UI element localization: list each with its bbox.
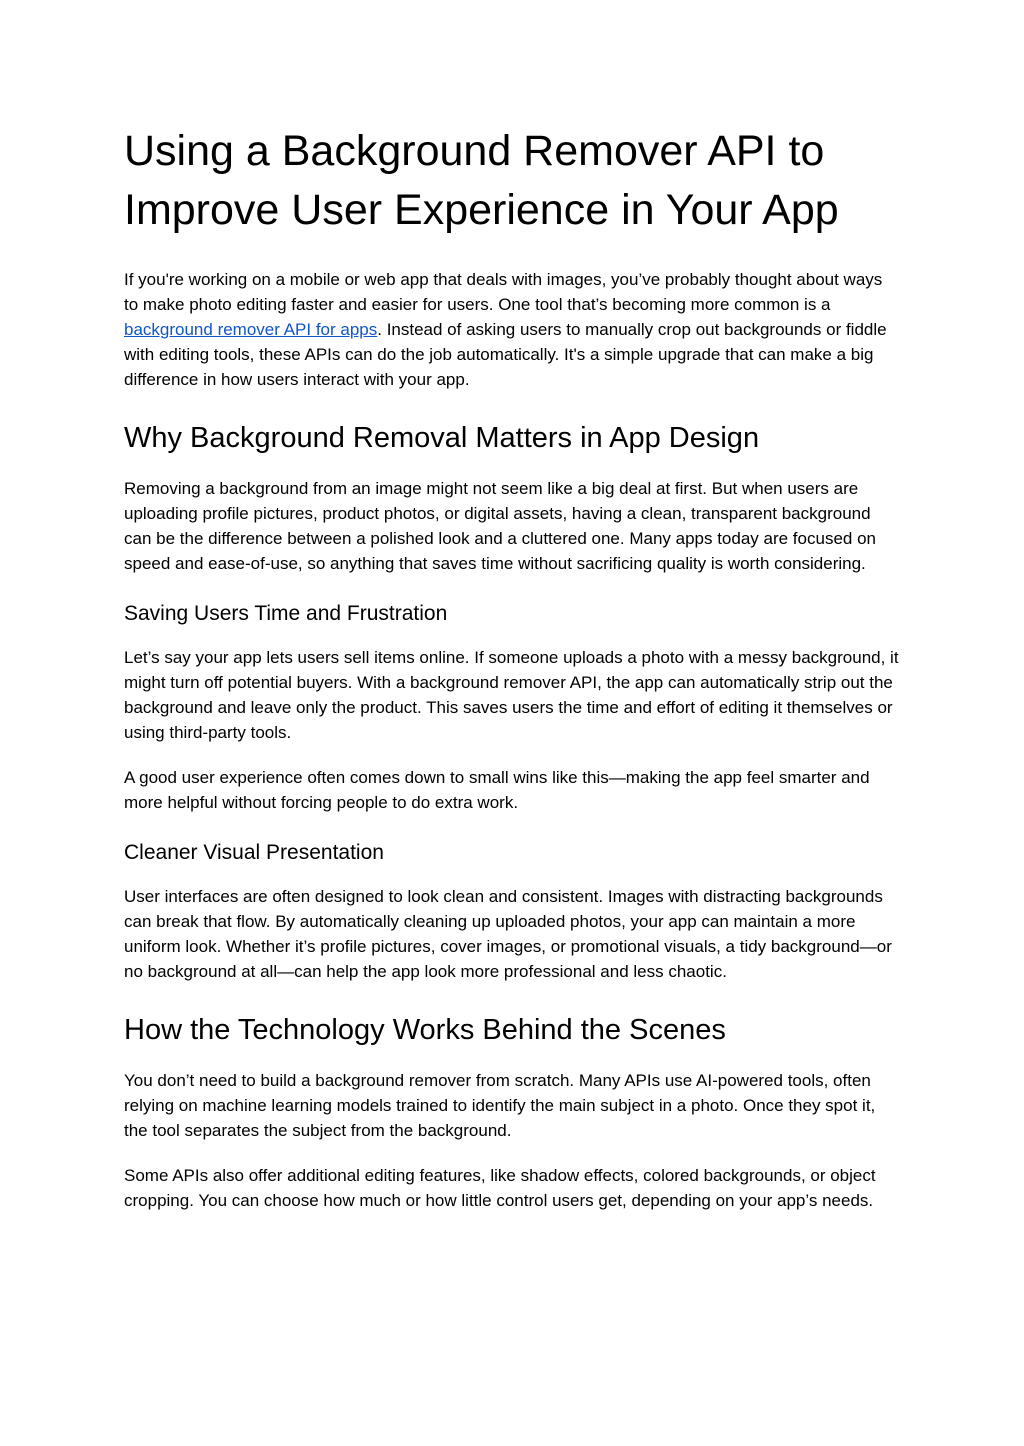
section-paragraph: Let’s say your app lets users sell items online. If someone uploads a photo with a messy background, it might turn off potential buyers. With a background remover API, the app can automatically strip out the background and leave only the product. This saves users the time and effort of editing it themselves or using third-party tools. — [124, 648, 899, 742]
intro-text-before-link: If you're working on a mobile or web app that deals with images, you’ve probably thought about ways to make photo editing faster and easier for users. One tool that’s becoming more common is a — [124, 270, 883, 314]
section-paragraph: Some APIs also offer additional editing features, like shadow effects, colored backgrounds, or object cropping. You can choose how much or how little control users get, depending on your app’s needs. — [124, 1166, 876, 1210]
section-paragraph: Removing a background from an image might not seem like a big deal at first. But when users are uploading profile pictures, product photos, or digital assets, having a clean, transparent background can be the difference between a polished look and a cluttered one. Many apps today are focused on speed and ease-of-use, so anything that saves time without sacrificing quality is worth considering. — [124, 479, 876, 573]
section-paragraph: A good user experience often comes down to small wins like this—making the app feel smarter and more helpful without forcing people to do extra work. — [124, 768, 870, 812]
intro-paragraph — [124, 267, 900, 392]
section-heading-how-technology-works: How the Technology Works Behind the Scenes — [124, 1014, 726, 1046]
subheading-saving-users-time: Saving Users Time and Frustration — [124, 602, 448, 625]
background-remover-api-link[interactable]: background remover API for apps — [124, 320, 378, 339]
document-title: Using a Background Remover API to Improve User Experience in Your App — [124, 127, 839, 234]
subheading-cleaner-visual-presentation: Cleaner Visual Presentation — [124, 841, 384, 864]
section-heading-why-background-removal: Why Background Removal Matters in App Design — [124, 422, 760, 454]
intro-text-after-link: . Instead of asking users to manually crop out backgrounds or fiddle with editing tools, these APIs can do the job automatically. It's a simple upgrade that can make a big difference in how users interact with your app. — [124, 320, 887, 389]
section-paragraph: User interfaces are often designed to look clean and consistent. Images with distracting backgrounds can break that flow. By automatically cleaning up uploaded photos, your app can maintain a more uniform look. Whether it’s profile pictures, cover images, or promotional visuals, a tidy background—or no background at all—can help the app look more professional and less chaotic. — [124, 887, 892, 981]
section-paragraph: You don’t need to build a background remover from scratch. Many APIs use AI-powered tools, often relying on machine learning models trained to identify the main subject in a photo. Once they spot it, the tool separates the subject from the background. — [124, 1071, 876, 1140]
